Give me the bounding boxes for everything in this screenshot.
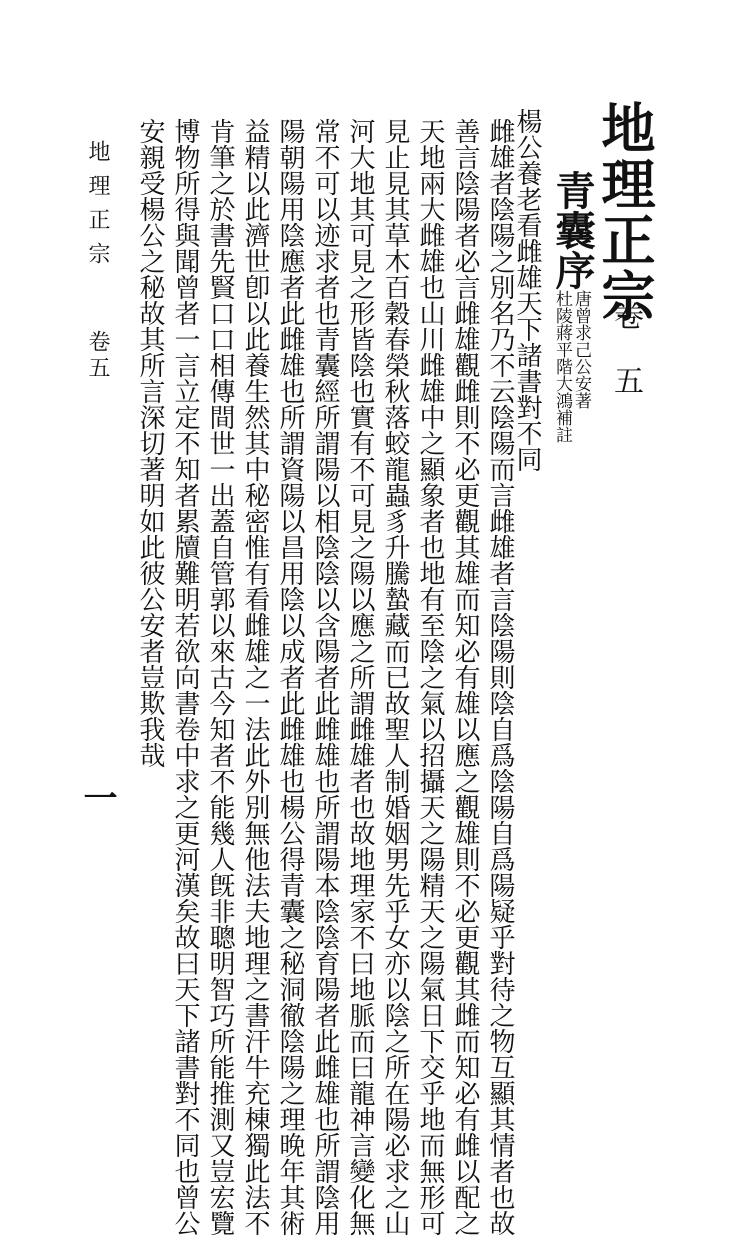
footer-volume: 卷五 — [85, 330, 110, 382]
text-column: 河大地其可見之形皆陰也實有不可見之陽以應之所謂雌雄者也故地理家不曰地脈而曰龍神言變化無 — [345, 118, 375, 1236]
text-column: 見止見其草木百穀春榮秋落蛟龍蟲豸升騰蟄藏而已故聖人制婚姻男先乎女亦以陰之所在陽必求之山 — [380, 118, 410, 1236]
text-column: 常不可以迹求者也青囊經所謂陽以相陰陰以含陽者此雌雄也所謂陽本陰陰育陽者此雌雄也所謂陰用 — [310, 118, 340, 1236]
text-column: 善言陰陽者必言雌雄觀雌則不必更觀其雄而知必有雄以應之觀雄則不必更觀其雌而知必有雌以配之 — [450, 118, 480, 1236]
text-column: 天地兩大雌雄也山川雌雄中之顯象者也地有至陰之氣以招攝天之陽精天之陽氣日下交乎地而無形可 — [415, 118, 445, 1236]
verse-line: 楊公養老看雌雄天下諸書對不同 — [512, 108, 542, 472]
author-line-2: 杜陵蔣平階大鴻補註 — [552, 290, 572, 443]
text-column: 益精以此濟世卽以此養生然其中秘密惟有看雌雄之一法此外別無他法夫地理之書汗牛充棟獨此法不 — [240, 118, 270, 1236]
footer-book-title: 地理正宗 — [85, 140, 110, 276]
text-column: 博物所得與聞曾者一言立定不知者累牘難明若欲向書卷中求之更河漢矣故曰天下諸書對不同也曾公 — [170, 118, 200, 1236]
text-column: 肯筆之於書先賢口口相傳間世一出蓋自管郭以來古今知者不能幾人旣非聰明智巧所能推測又豈宏覽 — [205, 118, 235, 1236]
text-column: 雌雄者陰陽之別名乃不云陰陽而言雌雄者言陰陽則陰自爲陰陽自爲陽疑乎對待之物互顯其情者也故 — [485, 118, 515, 1236]
page-number: 一 — [77, 780, 117, 814]
volume-label: 卷 五 — [608, 300, 643, 395]
book-title: 地理正宗 — [593, 100, 657, 324]
text-column: 安親受楊公之秘故其所言深切著明如此彼公安者豈欺我哉 — [135, 118, 165, 768]
author-line-1: 唐曾求己公安著 — [571, 290, 591, 409]
text-column: 陽朝陽用陰應者此雌雄也所謂資陽以昌用陰以成者此雌雄也楊公得青囊之秘洞徹陰陽之理晚年其術 — [275, 118, 305, 1236]
section-title: 青囊序 — [549, 170, 596, 290]
